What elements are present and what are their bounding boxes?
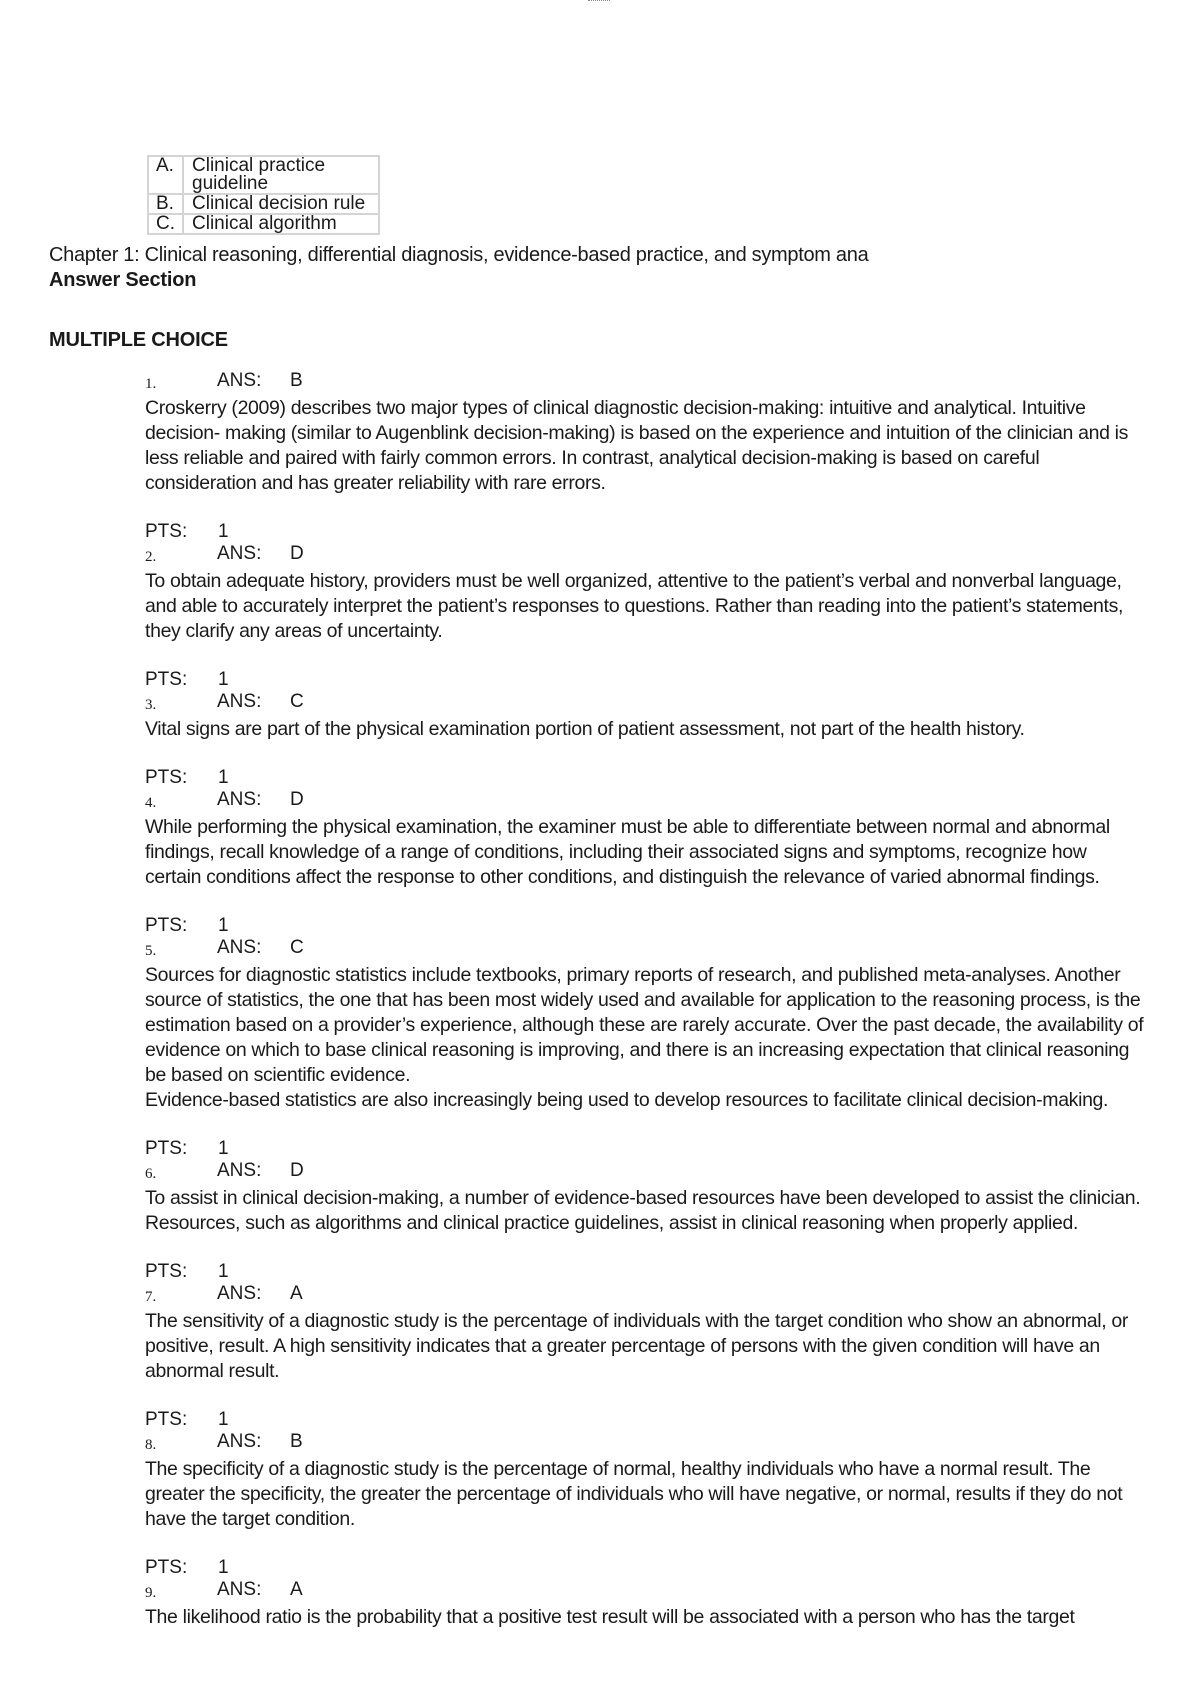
page-marker: [588, 0, 610, 2]
points-line: [145, 669, 1145, 691]
option-letter: C.: [148, 214, 183, 234]
pts-label: PTS:: [145, 767, 188, 788]
ans-value: C: [290, 937, 304, 958]
answer-item: [145, 691, 1145, 789]
points-line: [145, 1138, 1145, 1160]
ans-value: D: [290, 1160, 304, 1181]
ans-label: ANS:: [217, 1579, 262, 1600]
ans-label: ANS:: [217, 691, 262, 712]
answer-list: [145, 370, 1145, 1630]
points-line: [145, 1261, 1145, 1283]
chapter-title: Chapter 1: Clinical reasoning, differential diagnosis, evidence-based practice, and symptom ana: [49, 244, 869, 266]
options-table: [147, 155, 380, 235]
option-letter: A.: [148, 156, 183, 194]
pts-value: 1: [218, 521, 229, 542]
rationale-text: While performing the physical examination, the examiner must be able to differentiate between normal and abnormal findings, recall knowledge of a range of conditions, including their associated signs and symptoms, recognize how certain conditions affect the response to other conditions, and distinguish the relevance of varied abnormal findings.: [145, 816, 1110, 888]
answer-header: [145, 1579, 1145, 1601]
answer-item: [145, 543, 1145, 691]
pts-label: PTS:: [145, 521, 188, 542]
ans-label: ANS:: [217, 1283, 262, 1304]
rationale-text: Sources for diagnostic statistics include textbooks, primary reports of research, and published meta-analyses. Another source of statistics, the one that has been most widely used and available for application to the reasoning process, is the estimation based on a provider’s experience, although these are rarely accurate. Over the past decade, the availability of evidence on which to base clinical reasoning is improving, and there is an increasing expectation that clinical reasoning be based on scientific evidence. Evidence-based statistics are also increasingly being used to develop resources to facilitate clinical decision-making.: [145, 964, 1144, 1111]
answer-item: [145, 1283, 1145, 1431]
multiple-choice-heading: MULTIPLE CHOICE: [49, 329, 228, 351]
option-row: [148, 156, 379, 194]
ans-label: ANS:: [217, 1431, 262, 1452]
pts-value: 1: [218, 767, 229, 788]
ans-label: ANS:: [217, 789, 262, 810]
option-row: [148, 214, 379, 234]
rationale-text: Croskerry (2009) describes two major types of clinical diagnostic decision-making: intuitive and analytical. Intuitive decision- making (similar to Augenblink decision-making) is based on the experience and intuition of the clinician and is less reliable and paired with fairly common errors. In contrast, analytical decision-making is based on careful consideration and has greater reliability with rare errors.: [145, 397, 1129, 494]
question-number: 1.: [145, 376, 157, 392]
ans-value: B: [290, 370, 303, 391]
ans-value: D: [290, 789, 304, 810]
answer-section-heading: Answer Section: [49, 269, 197, 291]
ans-label: ANS:: [217, 543, 262, 564]
answer-header: [145, 370, 1145, 392]
answer-item: [145, 1431, 1145, 1579]
ans-value: B: [290, 1431, 303, 1452]
points-line: [145, 1557, 1145, 1579]
pts-label: PTS:: [145, 669, 188, 690]
points-line: [145, 915, 1145, 937]
question-number: 2.: [145, 549, 157, 565]
pts-value: 1: [218, 1138, 229, 1159]
option-letter: B.: [148, 194, 183, 214]
ans-value: D: [290, 543, 304, 564]
rationale-text: The specificity of a diagnostic study is the percentage of normal, healthy individuals who have a normal result. The greater the specificity, the greater the percentage of individuals who will have negative, or normal, results if they do not have the target condition.: [145, 1458, 1123, 1530]
question-number: 4.: [145, 795, 157, 811]
pts-label: PTS:: [145, 1557, 188, 1578]
option-text: Clinical practice guideline: [183, 156, 379, 194]
pts-value: 1: [218, 1557, 229, 1578]
ans-value: A: [290, 1579, 303, 1600]
answer-item: [145, 789, 1145, 937]
rationale-text: To obtain adequate history, providers must be well organized, attentive to the patient’s verbal and nonverbal language, and able to accurately interpret the patient’s responses to questions. Rather than reading into the patient’s statements, they clarify any areas of uncertainty.: [145, 570, 1124, 642]
answer-header: [145, 691, 1145, 713]
rationale-text: The likelihood ratio is the probability that a positive test result will be associated with a person who has the target: [145, 1606, 1075, 1628]
option-text: Clinical decision rule: [183, 194, 379, 214]
ans-label: ANS:: [217, 937, 262, 958]
ans-label: ANS:: [217, 1160, 262, 1181]
rationale-text: Vital signs are part of the physical examination portion of patient assessment, not part of the health history.: [145, 718, 1025, 740]
answer-header: [145, 1283, 1145, 1305]
answer-item: [145, 370, 1145, 543]
question-number: 9.: [145, 1585, 157, 1601]
pts-label: PTS:: [145, 1409, 188, 1430]
answer-header: [145, 543, 1145, 565]
rationale-text: The sensitivity of a diagnostic study is the percentage of individuals with the target condition who show an abnormal, or positive, result. A high sensitivity indicates that a greater percentage of persons with the given condition will have an abnormal result.: [145, 1310, 1129, 1382]
answer-header: [145, 1431, 1145, 1453]
points-line: [145, 767, 1145, 789]
ans-value: A: [290, 1283, 303, 1304]
points-line: [145, 521, 1145, 543]
question-number: 6.: [145, 1166, 157, 1182]
answer-header: [145, 937, 1145, 959]
answer-item: [145, 1160, 1145, 1283]
answer-header: [145, 1160, 1145, 1182]
question-number: 5.: [145, 943, 157, 959]
pts-label: PTS:: [145, 1261, 188, 1282]
answer-item: [145, 937, 1145, 1160]
rationale-text: To assist in clinical decision-making, a number of evidence-based resources have been developed to assist the clinician. Resources, such as algorithms and clinical practice guidelines, assist in clinical reasoning when properly applied.: [145, 1187, 1141, 1234]
pts-label: PTS:: [145, 915, 188, 936]
pts-value: 1: [218, 669, 229, 690]
question-number: 8.: [145, 1437, 157, 1453]
option-text: Clinical algorithm: [183, 214, 379, 234]
pts-value: 1: [218, 1261, 229, 1282]
ans-value: C: [290, 691, 304, 712]
question-number: 3.: [145, 697, 157, 713]
pts-value: 1: [218, 1409, 229, 1430]
question-number: 7.: [145, 1289, 157, 1305]
ans-label: ANS:: [217, 370, 262, 391]
pts-value: 1: [218, 915, 229, 936]
pts-label: PTS:: [145, 1138, 188, 1159]
answer-item: [145, 1579, 1145, 1630]
option-row: [148, 194, 379, 214]
points-line: [145, 1409, 1145, 1431]
answer-header: [145, 789, 1145, 811]
